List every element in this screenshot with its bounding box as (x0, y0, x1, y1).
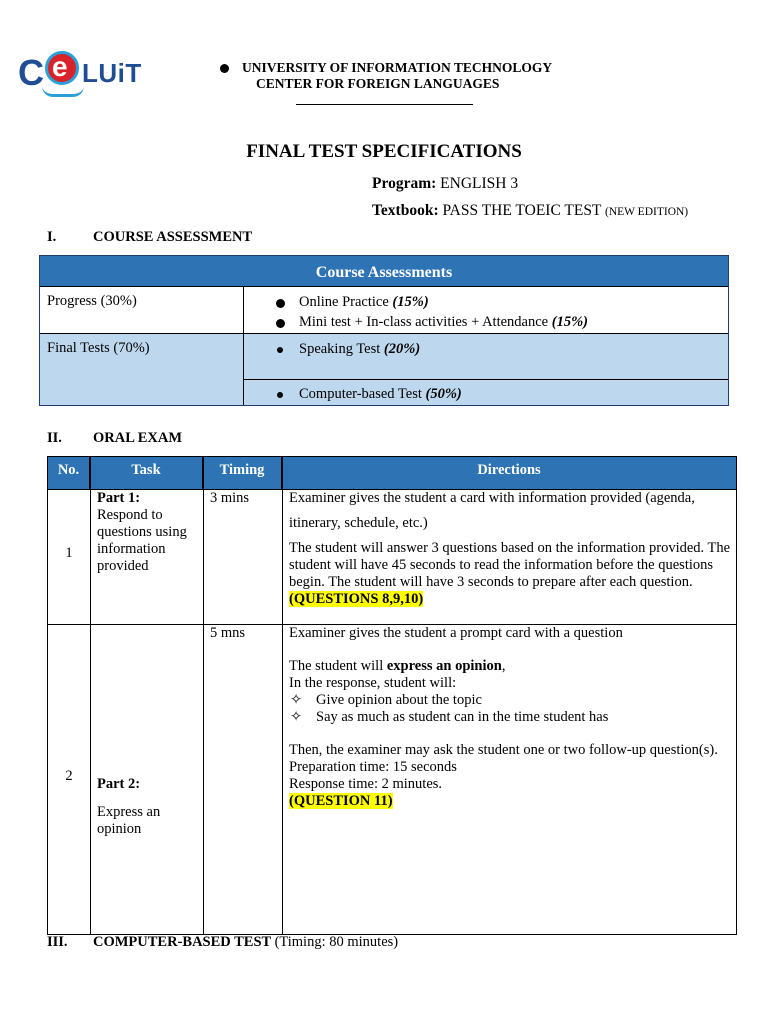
logo-letters-luit: LUiT (82, 58, 142, 88)
row2-directions (289, 625, 734, 810)
bullet-icon (276, 319, 285, 328)
row2-number: 2 (65, 768, 73, 784)
task-description: Express an opinion (97, 804, 161, 837)
column-divider (203, 457, 204, 934)
progress-label: Progress (30%) (40, 286, 244, 333)
direction-text: The student will express an opinion, (289, 658, 506, 674)
diamond-bullet-icon: ✧ (290, 709, 303, 725)
progress-items: Online Practice (15%) Mini test + In-class activities + Attendance (15%) (244, 286, 728, 333)
header-no: No. (48, 457, 90, 489)
textbook-label: Textbook: (372, 202, 439, 219)
bullet-icon (277, 392, 283, 398)
row2-task (97, 776, 201, 838)
program-line (372, 175, 518, 193)
direction-text: Examiner gives the student a card with information provided (agenda, (289, 490, 695, 506)
question-highlight: (QUESTIONS 8,9,10) (289, 591, 424, 607)
task-title: Part 1: (97, 490, 141, 506)
section-number: III. (47, 934, 68, 950)
header-task: Task (90, 457, 203, 489)
column-divider (282, 457, 283, 934)
logo-letter-e: e (52, 51, 68, 82)
final-tests-label: Final Tests (70%) (40, 333, 244, 405)
course-assessment-table (39, 255, 729, 406)
question-highlight: (QUESTION 11) (289, 793, 393, 809)
section-heading-2 (47, 430, 347, 450)
oral-exam-table (47, 456, 737, 935)
row1-timing: 3 mins (210, 490, 250, 506)
direction-text: The student will answer 3 questions based on the information provided. The student will have 45 seconds to read the information before the questions begin. The student will have 3 seconds to prepare after each question. (QUESTIONS 8,9,10) (289, 540, 731, 607)
textbook-value: PASS THE TOEIC TEST (442, 202, 602, 219)
celuit-logo (18, 48, 143, 100)
column-divider (90, 457, 91, 934)
program-value: ENGLISH 3 (440, 175, 519, 192)
header-directions: Directions (282, 457, 736, 489)
bullet-icon (277, 347, 283, 353)
page-title: FINAL TEST SPECIFICATIONS (246, 141, 522, 162)
logo-letter-c: C (18, 52, 44, 93)
header-timing: Timing (203, 457, 282, 489)
center-name: CENTER FOR FOREIGN LANGUAGES (256, 76, 500, 91)
direction-text: Examiner gives the student a prompt card with a question (289, 625, 623, 641)
bullet-icon (276, 299, 285, 308)
section-title: COURSE ASSESSMENT (93, 229, 253, 245)
row1-directions (289, 490, 734, 608)
section-number: I. (47, 229, 57, 245)
list-item: ✧ Give opinion about the topic (290, 692, 482, 708)
section-number: II. (47, 430, 62, 446)
final-item-speaking: Speaking Test (20%) (244, 333, 728, 379)
header-rule (296, 104, 473, 105)
textbook-edition: (NEW EDITION) (605, 206, 689, 218)
list-item: ✧ Say as much as student can in the time student has (290, 709, 609, 725)
section-title: COMPUTER-BASED TEST (Timing: 80 minutes) (93, 934, 399, 950)
program-label: Program: (372, 175, 437, 192)
direction-text: In the response, student will: (289, 675, 457, 691)
diamond-bullet-icon: ✧ (290, 692, 303, 708)
section-timing: (Timing: 80 minutes) (274, 934, 399, 950)
bullet-icon (220, 64, 229, 73)
section-title: ORAL EXAM (93, 430, 183, 446)
direction-text: itinerary, schedule, etc.) (289, 515, 428, 531)
direction-text: Then, the examiner may ask the student one or two follow-up question(s). (289, 742, 718, 758)
table-header: Course Assessments (40, 256, 728, 286)
row1-number: 1 (65, 545, 73, 561)
logo-swoosh (42, 86, 84, 97)
task-description: Respond to questions using information provided (97, 507, 187, 574)
row1-task (97, 490, 201, 575)
section-heading-3 (47, 934, 497, 954)
university-name: UNIVERSITY OF INFORMATION TECHNOLOGY (242, 60, 553, 75)
final-item-computer: Computer-based Test (50%) (244, 379, 728, 405)
response-time: Response time: 2 minutes. (289, 776, 443, 792)
row2-timing: 5 mns (210, 625, 246, 641)
section-heading-1 (47, 229, 347, 249)
textbook-line (372, 202, 688, 220)
preparation-time: Preparation time: 15 seconds (289, 759, 457, 775)
task-title: Part 2: (97, 776, 141, 792)
